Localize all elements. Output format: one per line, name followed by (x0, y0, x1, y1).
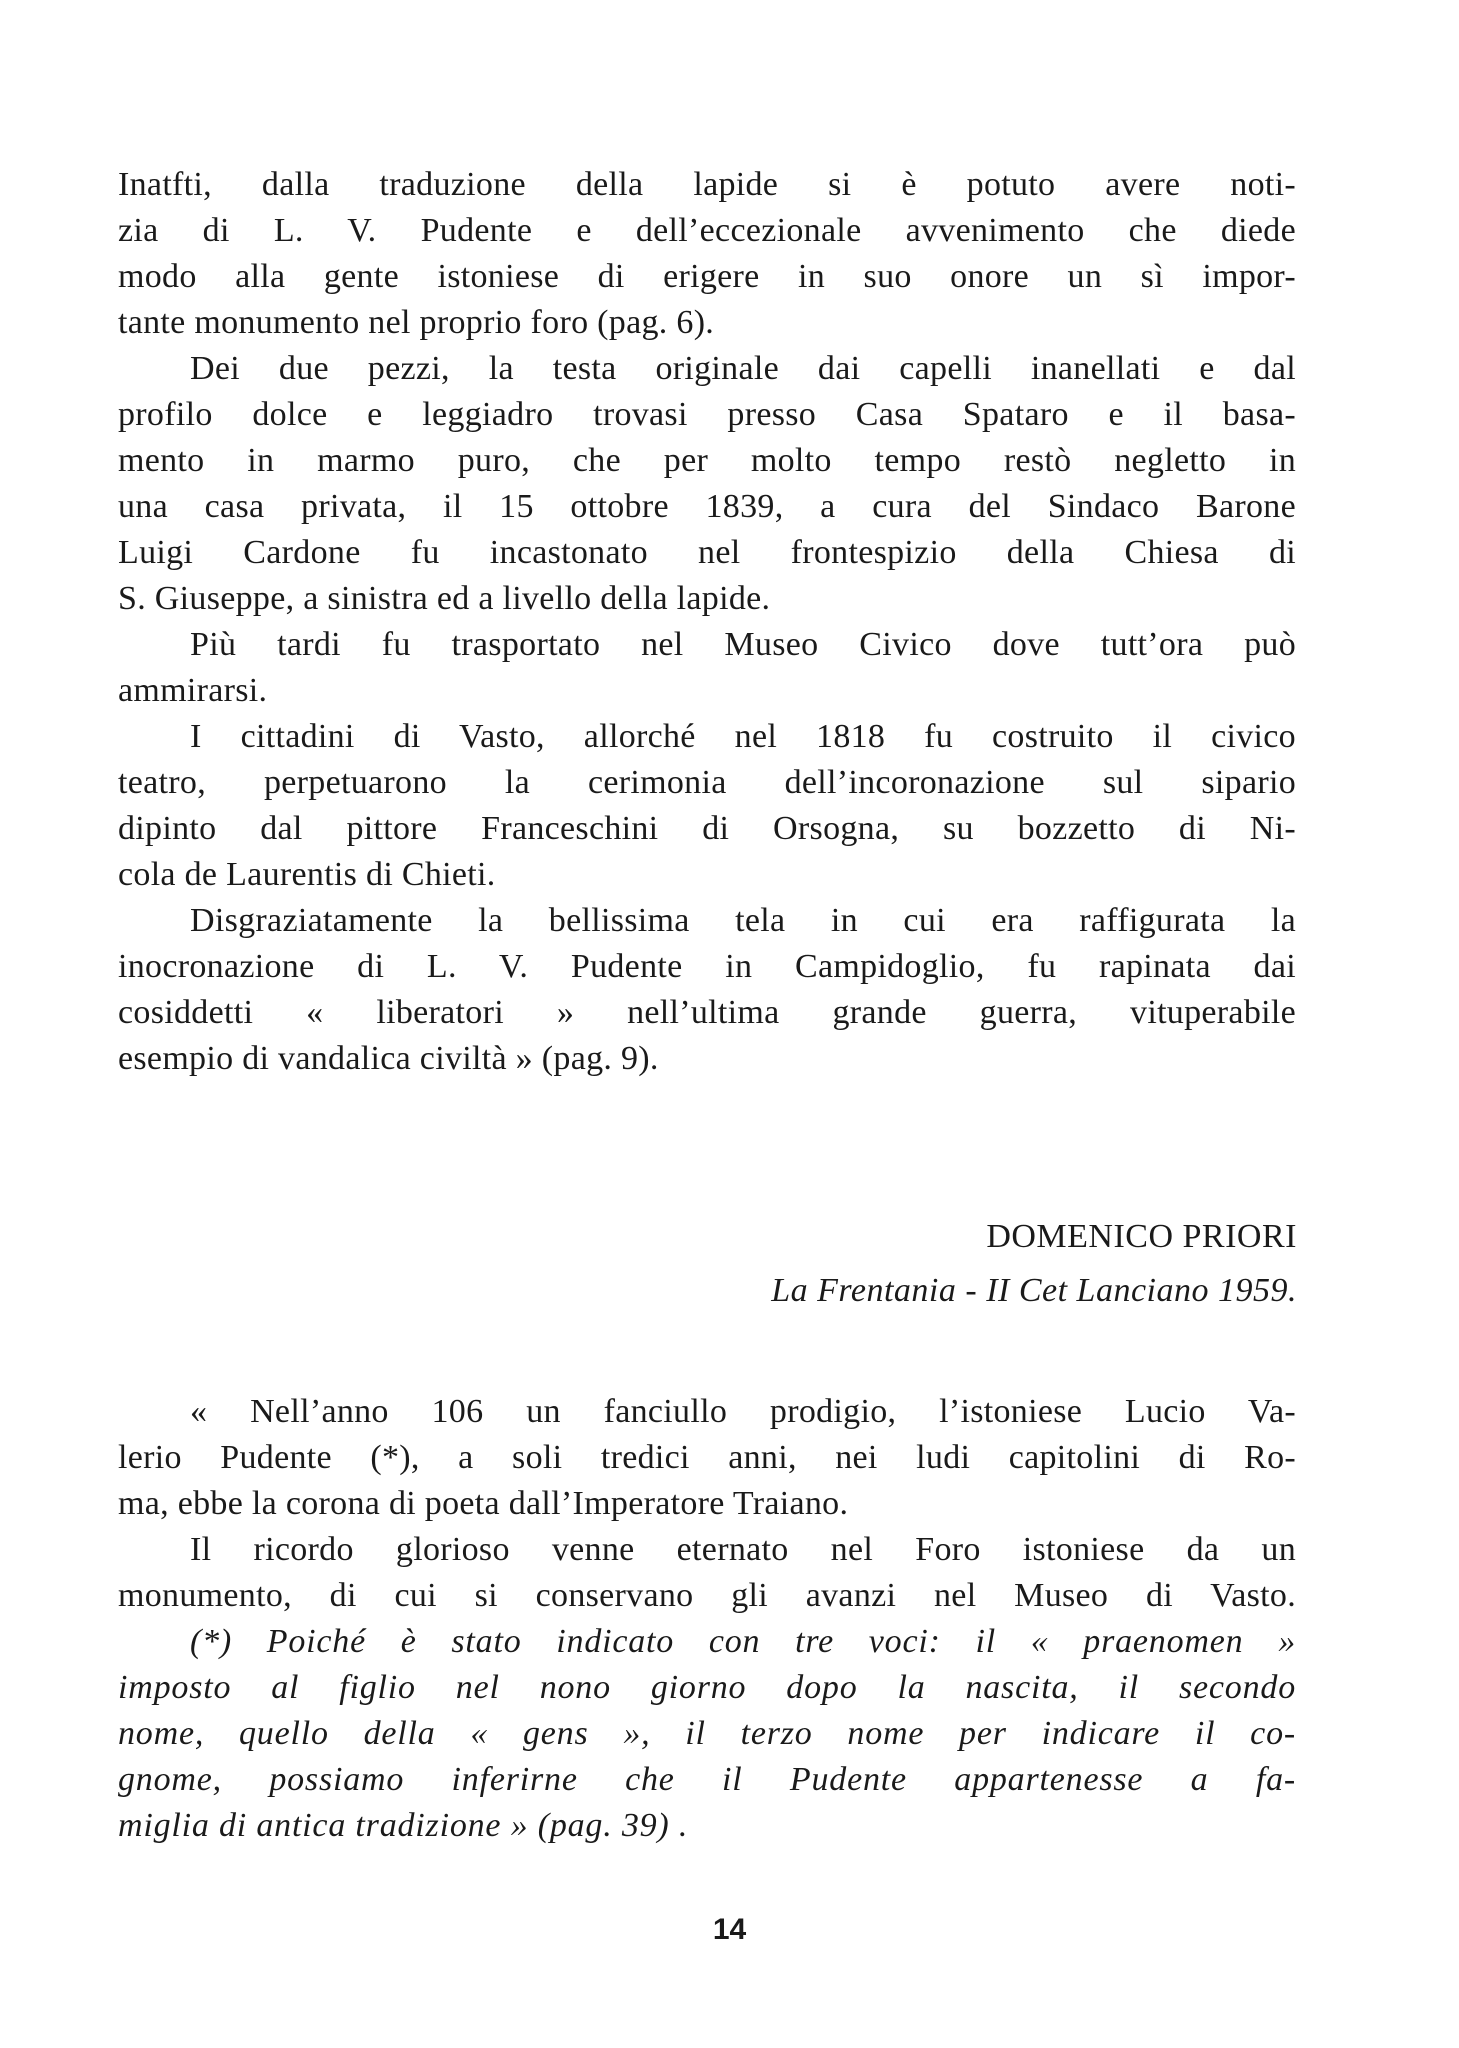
text-line: S. Giuseppe, a sinistra ed a livello della lapide. (118, 580, 771, 617)
text-line: zia di L. V. Pudente e dell’eccezionale avvenimento che diede (118, 212, 1296, 249)
text-line: teatro, perpetuarono la cerimonia dell’incoronazione sul sipario (118, 764, 1296, 801)
text-line: lerio Pudente (*), a soli tredici anni, nei ludi capitolini di Ro- (118, 1439, 1296, 1476)
paragraph-first-line: I cittadini di Vasto, allorché nel 1818 fu costruito il civico (190, 718, 1296, 755)
paragraph-first-line: Dei due pezzi, la testa originale dai capelli inanellati e dal (190, 350, 1296, 387)
footnote-line: nome, quello della « gens », il terzo nome per indicare il co- (118, 1715, 1296, 1752)
footnote-line: gnome, possiamo inferirne che il Pudente appartenesse a fa- (118, 1761, 1296, 1798)
text-line: una casa privata, il 15 ottobre 1839, a cura del Sindaco Barone (118, 488, 1296, 525)
paragraph-first-line: « Nell’anno 106 un fanciullo prodigio, l’istoniese Lucio Va- (190, 1393, 1296, 1430)
paragraph-first-line: Più tardi fu trasportato nel Museo Civico dove tutt’ora può (190, 626, 1296, 663)
text-line: esempio di vandalica civiltà » (pag. 9). (118, 1040, 659, 1077)
text-line: ammirarsi. (118, 672, 268, 709)
text-line: ma, ebbe la corona di poeta dall’Imperatore Traiano. (118, 1485, 849, 1522)
text-line: mento in marmo puro, che per molto tempo restò negletto in (118, 442, 1296, 479)
source-citation: La Frentania - II Cet Lanciano 1959. (771, 1272, 1297, 1309)
text-line: tante monumento nel proprio foro (pag. 6). (118, 304, 715, 341)
text-line: Luigi Cardone fu incastonato nel frontespizio della Chiesa di (118, 534, 1296, 571)
text-line: cola de Laurentis di Chieti. (118, 856, 496, 893)
text-line: inocronazione di L. V. Pudente in Campidoglio, fu rapinata dai (118, 948, 1296, 985)
paragraph-first-line: Disgraziatamente la bellissima tela in cui era raffigurata la (190, 902, 1296, 939)
footnote-line: (*) Poiché è stato indicato con tre voci: il « praenomen » (190, 1623, 1296, 1660)
body-text-section (118, 162, 1296, 1082)
text-line: cosiddetti « liberatori » nell’ultima grande guerra, vituperabile (118, 994, 1296, 1031)
text-line: monumento, di cui si conservano gli avanzi nel Museo di Vasto. (118, 1577, 1296, 1614)
quotation-section (118, 1389, 1296, 1849)
paragraph-first-line: Il ricordo glorioso venne eternato nel Foro istoniese da un (190, 1531, 1296, 1568)
author-name: DOMENICO PRIORI (986, 1218, 1297, 1255)
text-line: dipinto dal pittore Franceschini di Orsogna, su bozzetto di Ni- (118, 810, 1296, 847)
footnote-line: miglia di antica tradizione » (pag. 39) . (118, 1807, 689, 1844)
text-line: profilo dolce e leggiadro trovasi presso Casa Spataro e il basa- (118, 396, 1296, 433)
footnote-line: imposto al figlio nel nono giorno dopo la nascita, il secondo (118, 1669, 1296, 1706)
text-line: modo alla gente istoniese di erigere in suo onore un sì impor- (118, 258, 1296, 295)
page-number: 14 (712, 1913, 747, 1946)
text-line: Inatfti, dalla traduzione della lapide si è potuto avere noti- (118, 166, 1296, 203)
